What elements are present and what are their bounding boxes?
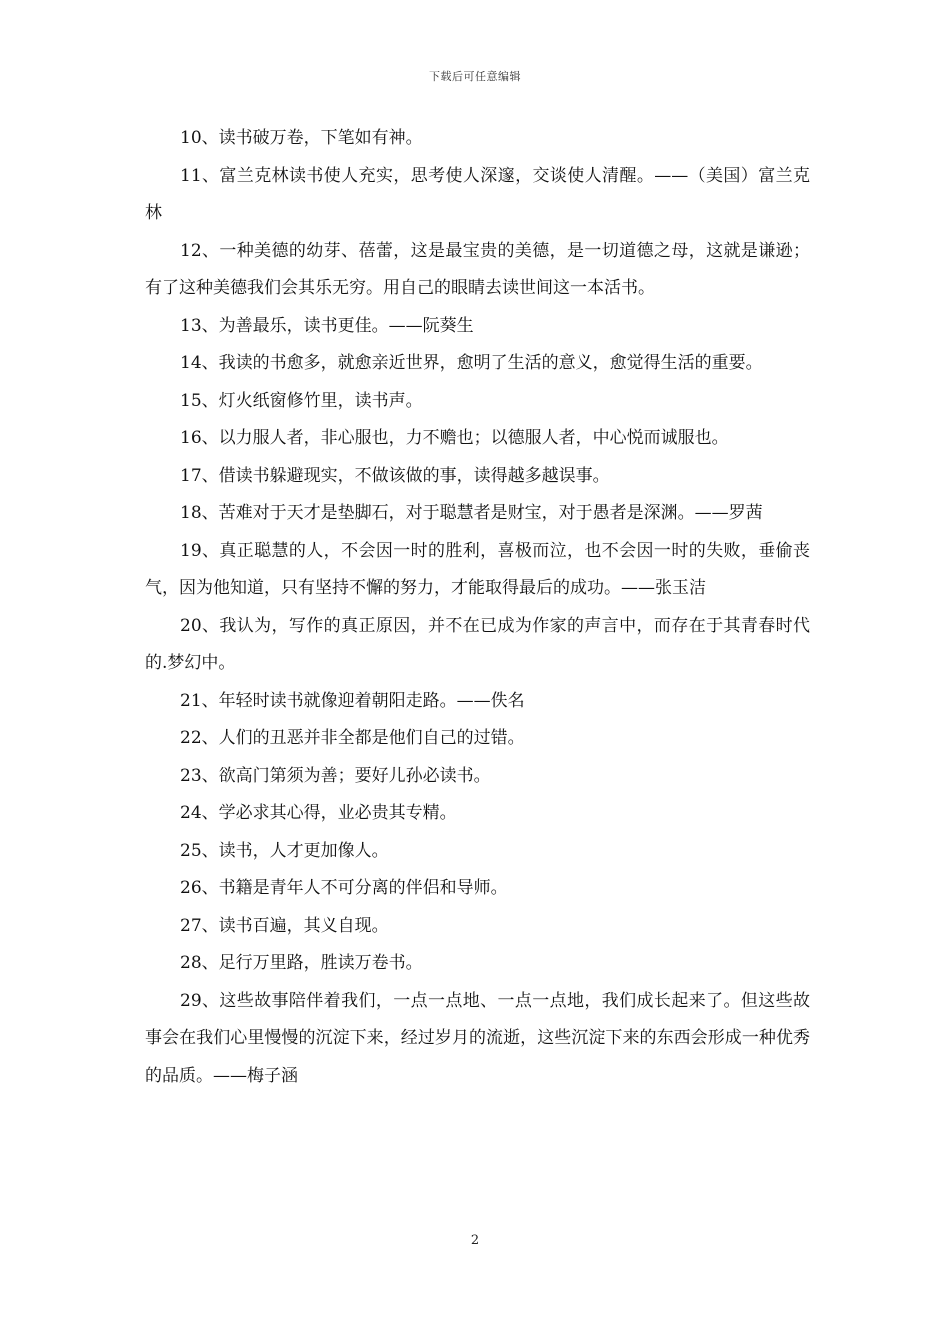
quote-paragraph-27: 27、读书百遍，其义自现。 [180,915,389,936]
quote-paragraph-16: 16、以力服人者，非心服也，力不赡也；以德服人者，中心悦而诚服也。 [180,428,729,448]
quote-paragraph-22: 22、人们的丑恶并非全都是他们自己的过错。 [180,728,525,748]
quote-paragraph-29: 29、这些故事陪伴着我们，一点一点地、一点一点地，我们成长起来了。但这些故事会在我们心里慢慢的沉淀下来，经过岁月的流逝，这些沉淀下来的东西会形成一种优秀的品质。——梅子涵 [145,990,810,1086]
quote-paragraph-19: 19、真正聪慧的人，不会因一时的胜利，喜极而泣，也不会因一时的失败，垂偷丧气，因为他知道，只有坚持不懈的努力，才能取得最后的成功。——张玉洁 [145,540,810,598]
quote-paragraph-21: 21、年轻时读书就像迎着朝阳走路。——佚名 [180,690,525,711]
quote-paragraph-13: 13、为善最乐，读书更佳。——阮葵生 [180,315,474,336]
quote-paragraph-20: 20、我认为，写作的真正原因，并不在已成为作家的声言中，而存在于其青春时代的.梦幻中。 [145,615,810,673]
quote-paragraph-17: 17、借读书躲避现实，不做该做的事，读得越多越误事。 [180,465,610,486]
quote-paragraph-23: 23、欲高门第须为善；要好儿孙必读书。 [180,765,491,786]
quote-paragraph-28: 28、足行万里路，胜读万卷书。 [180,953,423,973]
quote-paragraph-25: 25、读书，人才更加像人。 [180,840,389,861]
quote-paragraph-14: 14、我读的书愈多，就愈亲近世界，愈明了生活的意义，愈觉得生活的重要。 [180,353,763,373]
quote-paragraph-24: 24、学必求其心得，业必贵其专精。 [180,803,457,823]
quote-paragraph-11: 11、富兰克林读书使人充实，思考使人深邃，交谈使人清醒。——（美国）富兰克林 [145,165,810,223]
quote-paragraph-18: 18、苦难对于天才是垫脚石，对于聪慧者是财宝，对于愚者是深渊。——罗茜 [180,503,763,523]
quote-paragraph-10: 10、读书破万卷，下笔如有神。 [180,128,423,148]
page-number: 2 [470,1233,480,1248]
quote-paragraph-12: 12、一种美德的幼芽、蓓蕾，这是最宝贵的美德，是一切道德之母，这就是谦逊；有了这种美德我们会其乐无穷。用自己的眼睛去读世间这一本活书。 [145,240,810,298]
quote-paragraph-26: 26、书籍是青年人不可分离的伴侣和导师。 [180,878,508,898]
document-body [145,120,810,1095]
quote-paragraph-15: 15、灯火纸窗修竹里，读书声。 [180,390,423,411]
page-header: 下载后可任意编辑 [429,70,521,83]
